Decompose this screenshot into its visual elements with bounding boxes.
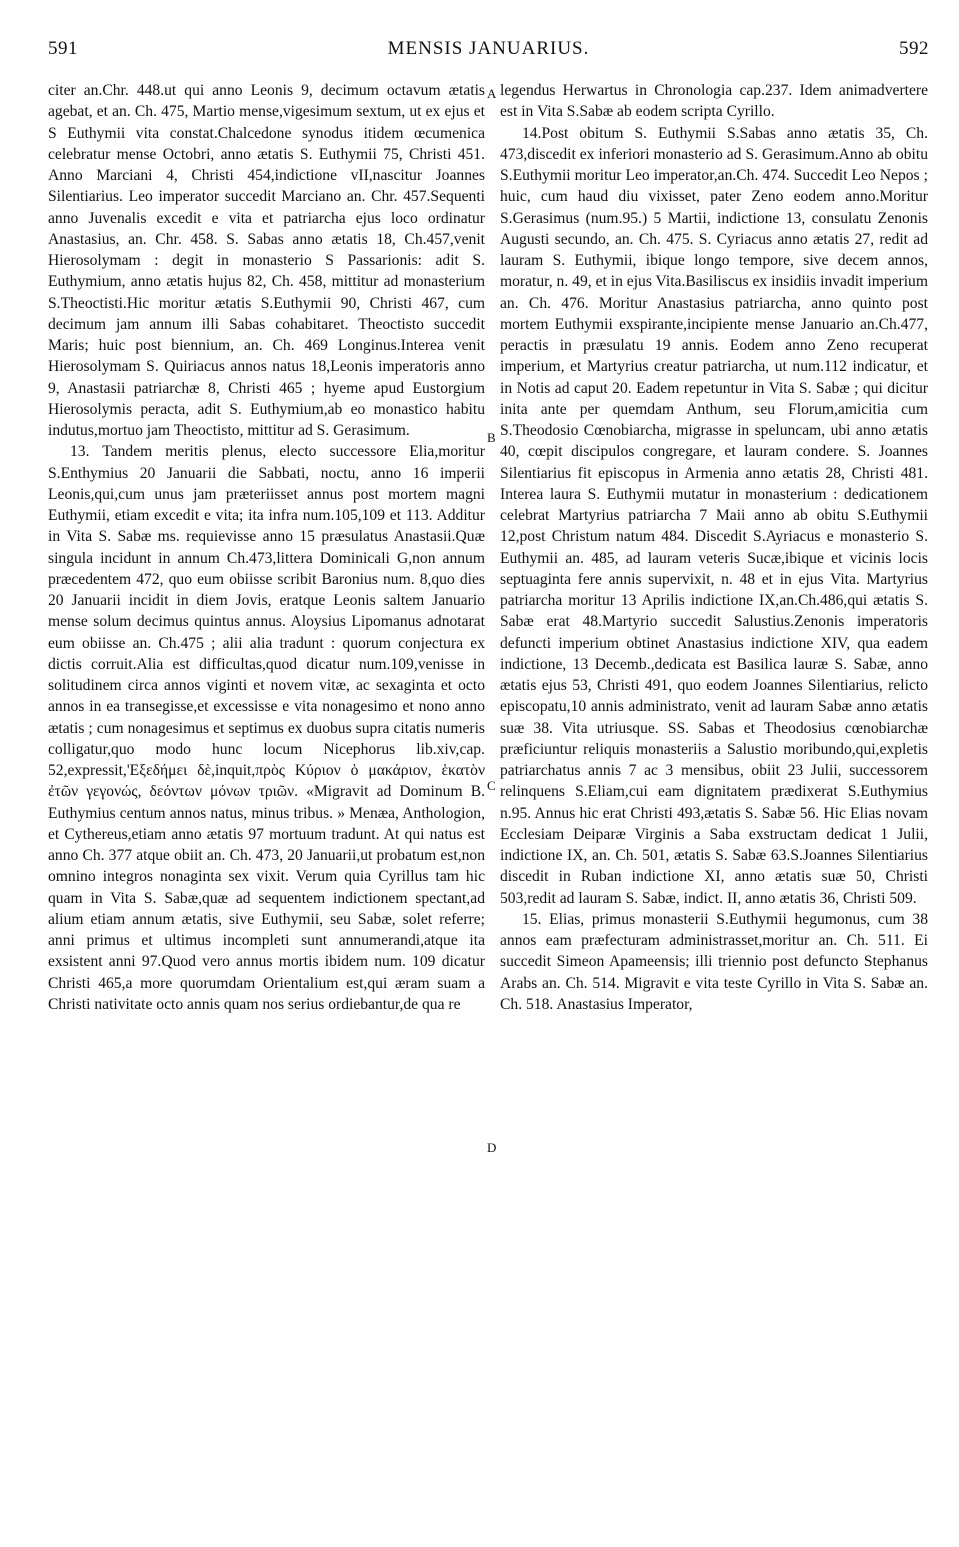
left-column [48, 80, 485, 1015]
paragraph: 13. Tandem meritis plenus, electo successore Elia,moritur S.Enthymius 20 Januarii die Sabbati, noctu, anno 16 imperii Leonis,qui,cum unus jam præteriisset annus post mortem magni Euthymii, etiam excedit e vita; ita infra num.105,109 et 113. Additur in Vita S. Sabæ ms. requievisse anno 15 præsulatus Anastasii.Quæ singula incidunt in annum Ch.473,littera Dominicali G,non annum præcedentem 472, quo eum obiisse scribit Baronius num. 8,quo dies 20 Januarii incidit in diem Jovis, eratque Leonis saltem Januario mense solum decimus quintus annus. Aloysius Lipomanus adnotarat eum obiisse an. Ch.475 ; alii alia tradunt : quorum conjectura ex dictis corruit.Alia est difficultas,quod dicatur num.109,venisse in solitudinem circa annos viginti et novem vitæ, ac sexaginta et octo annos in ea transegisse,et excessisse e vita nonagesimo et nono anno ætatis ; cum nonagesimus et septimus ex duobus supra citatis numeris colligatur,quo modo hunc locum Nicephorus lib.xiv,cap. 52,expressit,'Εξεδήμει δὲ,inquit,πρὸς Κύριον ὁ μακάριον, ἑκατὸν ἐτῶν γεγονώς, δεόντων μόνων τριῶν. «Migravit ad Dominum B. Euthymius centum annos natus, minus tribus. » Menæa, Anthologion, et Cythereus,etiam anno ætatis 97 mortuum tradunt. At qui natus est anno Ch. 377 atque obiit an. Ch. 473, 20 Januarii,ut probatum est,non omnino integros nonaginta sex vixit. Verum quia Cyrillus tam hic quam in Vita S. Sabæ,quæ ad sequentem indictionem spectant,ad alium etiam annum ætatis, sive Euthymii, seu Sabæ, solet referre; anni primus et ultimus incompleti sunt annumerandi,atque ita exsistent anni 97.Quod vero annus mortis ibidem num. 109 dicatur Christi 465,a more quorumdam Orientalium est,qui æram suam a Christi nativitate octo annis quam nos serius ordiebantur,de qua re [48, 443, 485, 1013]
running-title: MENSIS JANUARIUS. [387, 38, 590, 59]
page-number-right: 592 [899, 38, 929, 59]
margin-letter-a: A [487, 86, 497, 101]
page-header [48, 28, 929, 68]
paragraph: 14.Post obitum S. Euthymii S.Sabas anno ætatis 35, Ch. 473,discedit ex inferiori monasterio ad S. Gerasimum.Anno ab obitu S.Euthymii moritur Leo imperator,an.Ch. 474. Succedit Leo Nepos ; huic, cum haud diu vixisset, pater Zeno eodem anno.Moritur S.Gerasimus (num.95.) 5 Martii, indictione 13, consulatu Zenonis Augusti secundo, an. Ch. 475. S. Cyriacus anno ætatis 27, redit ad lauram S. Euthymii, ibique longo tempore, sive decem annos, moratur, n. 49, et in ejus Vita.Basiliscus ex insidiis invadit imperium an. Ch. 476. Moritur Anastasius patriarcha, anno quinto post mortem Euthymii exspirante,incipiente mense Januario an.Ch.477, peractis in præsulatu 19 annis. Eodem anno Zeno recuperat imperium, et Martyrius creatur patriarcha, ut num.112 indicatur, et in Notis ad caput 20. Eadem repetuntur in Vita S. Sabæ ; qui dicitur inita ante per quemdam Anthum, seu Florum,amicitia cum S.Theodosio Cœnobiarcha, migrasse in speluncam, ubi anno ætatis 40, cœpit discipulos congregare, et lauram condere. S. Joannes Silentiarius fit episcopus in Armenia anno ætatis 28, Christi 481. Interea laura S. Euthymii mutatur in monasterium : dedicationem celebrat Martyrius patriarcha 7 Maii anno ab obitu S.Euthymii 12,post Christum natum 484. Discedit S.Ayriacus e monasterio S. Euthymii an. 485, ad lauram veteris Sucæ,ibique et vicinis locis septuaginta fere annis supervixit, n. 48 et in ejus Vita. Martyrius patriarcha moritur 13 Aprilis indictione IX,an.Ch.486,qui ætatis S. Sabæ erat 48.Martyrio succedit Salustius.Zenonis imperatoris defuncti imperium obtinet Anastasius indictione XIV, qua eadem indictione, 13 Decemb.,dedicata est Basilica lauræ S. Sabæ, anno ætatis ejus 53, Christi 491, quo eodem Joannes Silentiarius, relicto episcopatu,10 annis administrato, venit ad lauram Sabæ anno ætatis suæ 38. Vita utriusque. SS. Sabas et Theodosius cœnobiarchæ præficiuntur reliquis monasteriis a Salustio moribundo,qui,expletis patriarchatus annis 7 ac 3 mensibus, obiit 23 Julii, successorem relinquens S.Eliam,cui eam dignitatem prædixerat S.Euthymius n.95. Annus hic erat Christi 493,ætatis S. Sabæ 56. Hic Elias novam Ecclesiam Deiparæ Virginis a Saba exstructam dedicat 1 Julii, indictione IX, an. Ch. 501, ætatis S. Sabæ 63.S.Joannes Silentiarius discedit in Ruban indictione XI, anno ætatis suæ 50, Christi 503,redit ad lauram S. Sabæ, indict. II, anno ætatis 36, Christi 509. [500, 124, 928, 907]
margin-letter-d: D [487, 1140, 497, 1155]
paragraph: citer an.Chr. 448.ut qui anno Leonis 9, decimum octavum ætatis agebat, et an. Ch. 475, Martio mense,vigesimum sextum, ut ex ejus et S Euthymii vita constat.Chalcedone synodus itidem œcumenica celebratur mense Octobri, anno ætatis S. Euthymii 75, Christi 451. Anno Marciani 4, Christi 454,indictione vII,nascitur Joannes Silentiarius. Leo imperator succedit Marciano an. Chr. 457.Sequenti anno Juvenalis excedit e vita et patriarcha ejus loco ordinatur Anastasius, an. Chr. 458. S. Sabas anno ætatis 18, Ch.457,venit Hierosolymam : degit in monasterio S Passarionis: adit S. Euthymium, anno ætatis hujus 82, Ch. 458, mittitur ad monasterium S.Theoctisti.Hic moritur ætatis S.Euthymii 90, Christi 467, cum decimum jam annum illi Sabas cohabitaret. Theoctisto succedit Maris; huic post biennium, an. Ch. 469 Longinus.Interea venit Hierosolymam S. Quiriacus annos natus 18,Leonis imperatoris anno 9, Anastasii patriarchæ 8, Christi 465 ; hyeme apud Eustorgium Hierosolymis peracta, adit S. Euthymium,ab eo monastico habitu indutus,mortuo jam Theoctisto, mittitur ad S. Gerasimum. [48, 82, 485, 439]
margin-letter-b: B [487, 430, 496, 445]
right-column [500, 80, 928, 1015]
paragraph: 15. Elias, primus monasterii S.Euthymii hegumonus, cum 38 annos eam præfecturam administrasset,moritur an. Ch. 511. Ei succedit Simeon Apameensis; illi triennio post defuncto Stephanus Arabs an. Ch. 514. Migravit e vita teste Cyrillo in Vita S. Sabæ an. Ch. 518. Anastasius Imperator, [500, 910, 928, 1013]
margin-letter-c: C [487, 778, 496, 793]
page-number-left: 591 [48, 38, 78, 59]
paragraph: legendus Herwartus in Chronologia cap.237. Idem animadvertere est in Vita S.Sabæ ab eodem scripta Cyrillo. [500, 82, 928, 121]
